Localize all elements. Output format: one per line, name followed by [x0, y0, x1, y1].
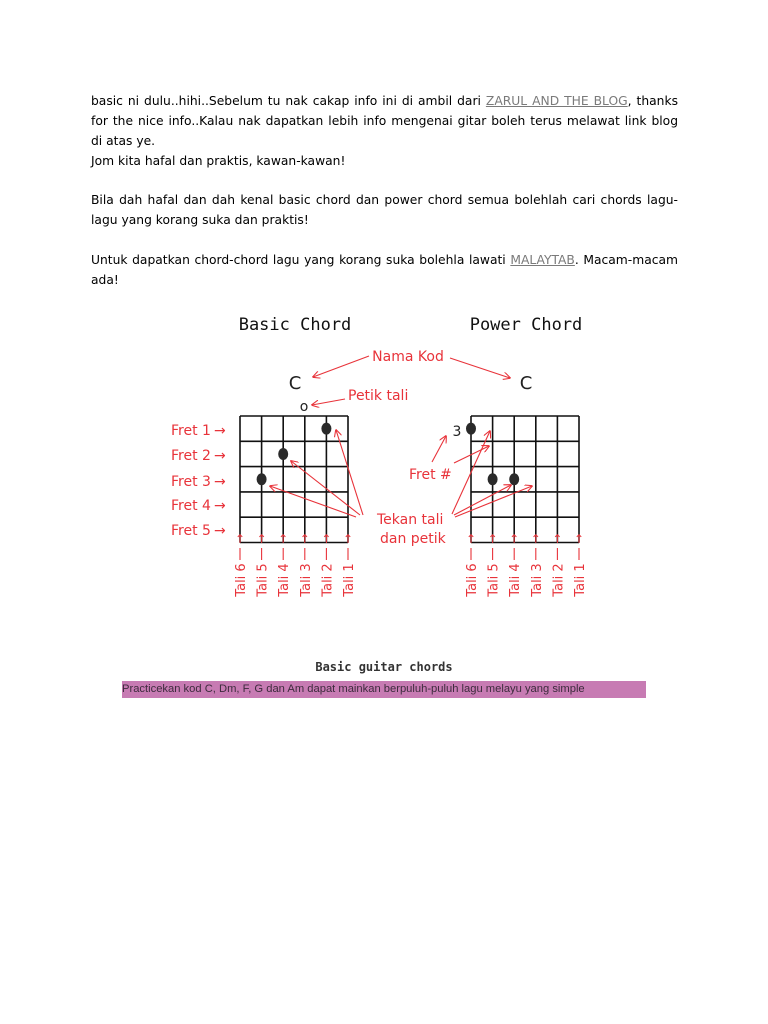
- paragraph-text: basic ni dulu..hihi..Sebelum tu nak cakap info ini di ambil dari: [91, 94, 486, 108]
- power-finger-dot: [509, 473, 519, 485]
- fret-label-5: Fret 5: [171, 523, 211, 539]
- power-chord-fretboard: [471, 416, 579, 543]
- petik-tali-arrow: [312, 399, 345, 405]
- basic-string-label: Tali 1: [342, 563, 357, 597]
- basic-string-label: Tali 2: [320, 563, 336, 597]
- power-string-arrow: ↑: [509, 532, 520, 546]
- practice-paragraph: Jom kita hafal dan praktis, kawan-kawan!: [91, 154, 346, 168]
- fret-arrow-1: →: [214, 423, 226, 439]
- fret-arrow-4: →: [214, 498, 226, 514]
- open-string-marker: o: [299, 399, 309, 415]
- basic-string-arrow: ↑: [234, 532, 246, 546]
- fret-label-3: Fret 3: [171, 474, 211, 490]
- fret-label-4: Fret 4: [171, 498, 211, 514]
- basic-string-label: Tali 4: [277, 563, 293, 597]
- basic-finger-dot: [278, 448, 288, 460]
- fret-hash-label: Fret #: [409, 467, 452, 483]
- basic-finger-dot: [257, 473, 267, 485]
- paragraph-text: . Macam-macam ada!: [91, 253, 679, 287]
- nama-kod-arrow-right: [450, 358, 510, 378]
- basic-string-arrow: ↑: [321, 532, 332, 546]
- power-string-arrow: ↑: [573, 532, 585, 546]
- power-finger-dot: [488, 473, 498, 485]
- chord-paragraph: Bila dah hafal dan dah kenal basic chord dan power chord semua bolehlah cari chords lagu-lagu yang korang suka dan praktis!: [91, 193, 678, 227]
- figure-caption: Basic guitar chords: [315, 660, 453, 674]
- power-string-label: Tali 2: [551, 563, 567, 597]
- fret-number: 3: [452, 424, 462, 440]
- power-string-label: Tali 1: [573, 563, 588, 597]
- basic-string-label: Tali 3: [298, 563, 314, 597]
- basic-string-label: Tali 5: [255, 563, 271, 597]
- basic-finger-dot: [321, 423, 331, 435]
- highlighted-tip: Practicekan kod C, Dm, F, G dan Am dapat mainkan berpuluh-puluh lagu melayu yang simple: [122, 681, 646, 698]
- tekan-arrow-5: [454, 485, 511, 515]
- malaytab-paragraph: [91, 250, 678, 290]
- basic-string-arrow: ↑: [278, 532, 289, 546]
- fret-labels: [171, 423, 226, 539]
- power-string-arrow: ↑: [465, 532, 477, 546]
- basic-chord-name: C: [288, 373, 302, 394]
- power-string-label: Tali 6: [465, 563, 480, 597]
- tekan-arrow-6: [455, 486, 532, 517]
- power-string-label: Tali 3: [529, 563, 545, 597]
- nama-kod-arrow-left: [313, 356, 369, 377]
- intro-paragraph: [91, 91, 678, 151]
- paragraph-text: Untuk dapatkan chord-chord lagu yang korang suka bolehla lawati: [91, 253, 511, 267]
- paragraph-text: , thanks for the nice info..Kalau nak dapatkan lebih info mengenai gitar boleh terus melawat link blog di atas ye.: [91, 94, 679, 148]
- tekan-tali-label-line1: Tekan tali: [377, 512, 444, 528]
- power-chord-name: C: [519, 373, 533, 394]
- power-chord-title: Power Chord: [469, 315, 583, 335]
- power-string-arrow: ↑: [530, 532, 541, 546]
- tekan-tali-label-line2: dan petik: [380, 531, 446, 547]
- power-string-label: Tali 5: [486, 563, 502, 597]
- zarul-blog-link[interactable]: ZARUL AND THE BLOG: [485, 94, 628, 108]
- basic-string-label: Tali 6: [234, 563, 249, 597]
- fret-number-arrow: [432, 436, 446, 462]
- fret-label-2: Fret 2: [171, 448, 211, 464]
- fret-arrow-2: →: [214, 448, 226, 464]
- power-finger-dot: [466, 423, 476, 435]
- nama-kod-label: Nama Kod: [372, 349, 444, 365]
- basic-string-arrow: ↑: [256, 532, 267, 546]
- basic-string-arrow: ↑: [299, 532, 310, 546]
- fret-arrow-5: →: [214, 523, 226, 539]
- basic-chord-fretboard: [240, 416, 348, 543]
- power-string-label: Tali 4: [508, 563, 524, 597]
- basic-string-arrow: ↑: [342, 532, 354, 546]
- tekan-arrow-2: [291, 461, 360, 515]
- power-string-arrow: ↑: [487, 532, 498, 546]
- malaytab-link[interactable]: MALAYTAB: [510, 253, 575, 267]
- power-string-arrow: ↑: [552, 532, 563, 546]
- basic-chord-title: Basic Chord: [238, 315, 352, 335]
- fret-label-1: Fret 1: [171, 423, 211, 439]
- petik-tali-label: Petik tali: [348, 388, 409, 404]
- guitar-chord-diagram: [160, 308, 608, 613]
- fret-arrow-3: →: [214, 474, 226, 490]
- tekan-arrow-1: [336, 430, 363, 515]
